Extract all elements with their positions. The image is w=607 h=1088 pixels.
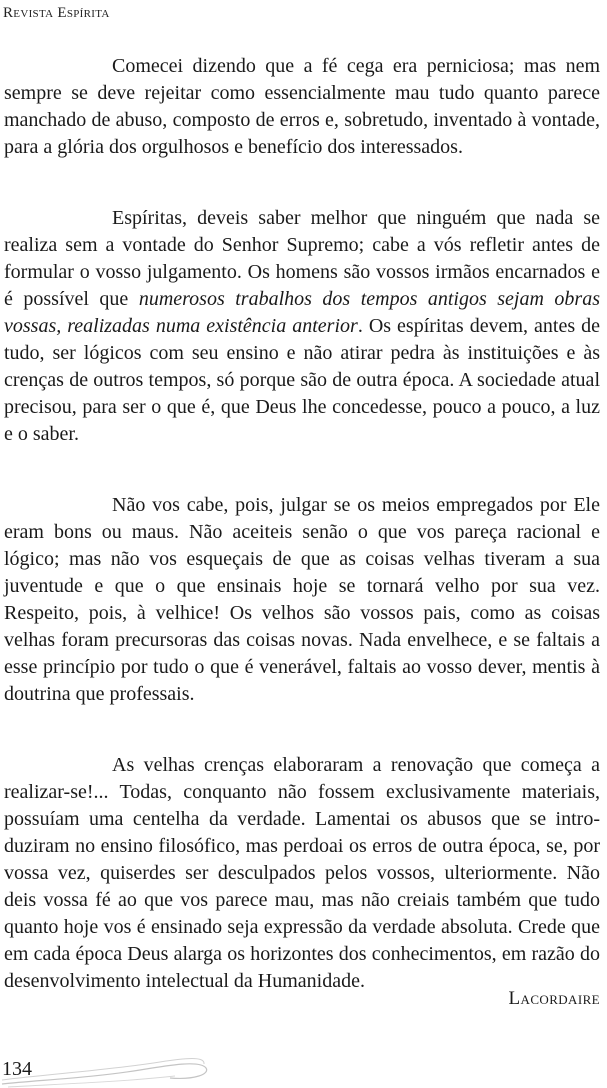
running-head: Revista Espírita	[3, 5, 110, 21]
paragraph-2-italic: numerosos trabalhos dos tempos antigos sejam obras vossas, realizadas numa existência anterior	[4, 288, 600, 337]
paragraph-3: Não vos cabe, pois, julgar se os meios empregados por Ele eram bons ou maus. Não aceiteis senão o que vos pareça racional e lógico; mas não vos esqueçais de que as coisas velhas tiveram a sua juventude e que o que ensinais hoje se tornará velho por sua vez. Respeito, pois, à velhice! Os velhos são vossos pais, como as coisas velhas foram precursoras das coisas novas. Nada envelhece, e se faltais a esse princípio por tudo o que é venerável, faltais ao vosso dever, mentis à doutrina que professais.	[4, 494, 600, 705]
author-signature: Lacordaire	[508, 988, 600, 1009]
body-text	[4, 53, 600, 1039]
paragraph-2-text-a: Espíritas, deveis saber melhor que ninguém que nada se realiza sem a vontade do Senhor Supremo; cabe a vós refletir antes de formular o vosso julgamento. Os homens são vossos irmãos encarnados e é possível que	[4, 207, 600, 310]
page-number: 134	[2, 1058, 32, 1080]
paragraph-2-text-b: . Os espíritas devem, antes de tudo, ser lógicos com seu ensino e não atirar pedra às instituições e às crenças de outros tempos, só porque são de outra época. A sociedade atual precisou, para ser o que é, que Deus lhe concedesse, pouco a pouco, a luz e o saber.	[4, 315, 600, 445]
paragraph-4: As velhas crenças elaboraram a renovação que começa a realizar-se!... Todas, conquanto não fossem exclusivamente materiais, possuíam uma centelha da verdade. Lamentai os abusos que se introduziram no ensino filosófico, mas perdoai os erros de outra época, se, por vossa vez, quiserdes ser desculpados pelos vossos, ulteriormente. Não deis vossa fé ao que vos parece mau, mas não creiais também que tudo quanto hoje vos é ensinado seja expressão da verdade absoluta. Crede que em cada época Deus alarga os horizontes dos conhecimentos, em razão do desenvolvimento intelectual da Humanidade.	[4, 754, 600, 992]
paragraph-2	[4, 205, 600, 448]
paragraph-1: Comecei dizendo que a fé cega era perniciosa; mas nem sempre se deve rejeitar como essencialmente mau tudo quanto parece manchado de abuso, composto de erros e, sobretudo, inventado à vontade, para a glória dos orgulhosos e benefício dos interessados.	[4, 55, 600, 158]
